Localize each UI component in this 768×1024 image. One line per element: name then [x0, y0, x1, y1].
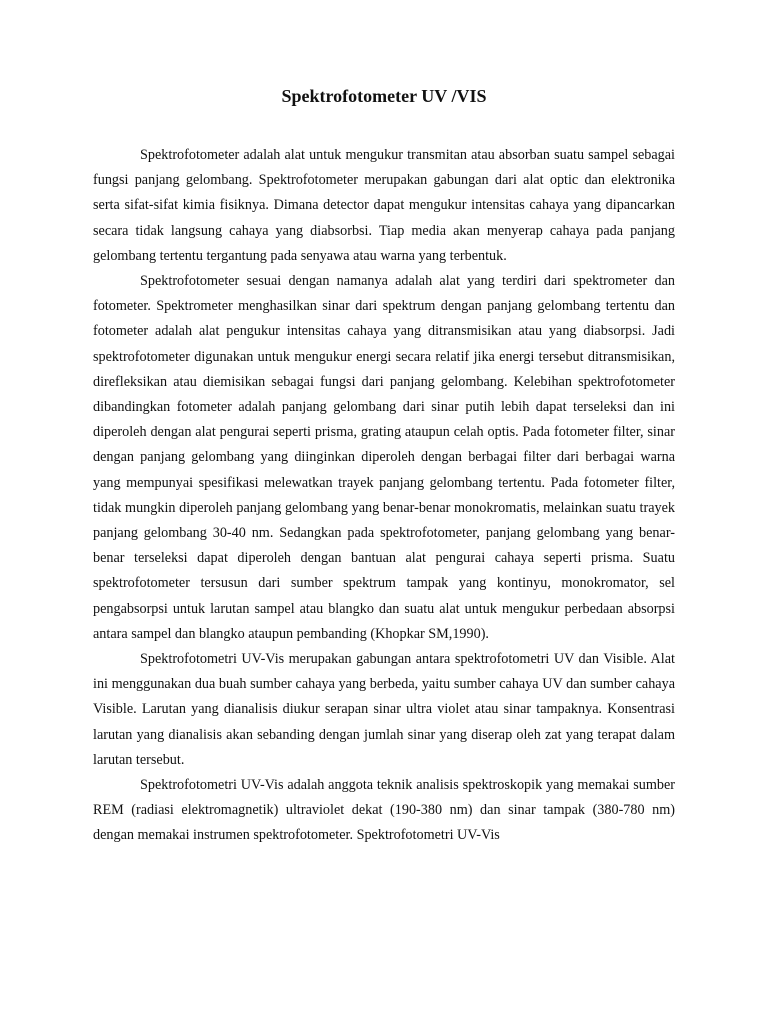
document-title: Spektrofotometer UV /VIS: [281, 86, 487, 106]
paragraph-3: Spektrofotometri UV-Vis merupakan gabungan antara spektrofotometri UV dan Visible. Alat ini menggunakan dua buah sumber cahaya yang berbeda, yaitu sumber cahaya UV dan sumber cahaya Visible. Larutan yang dianalisis diukur serapan sinar ultra violet atau sinar tampaknya. Konsentrasi larutan yang dianalisis akan sebanding dengan jumlah sinar yang diserap oleh zat yang terapat dalam larutan tersebut.: [93, 651, 675, 768]
paragraph-4: Spektrofotometri UV-Vis adalah anggota teknik analisis spektroskopik yang memakai sumber REM (radiasi elektromagnetik) ultraviolet dekat (190-380 nm) dan sinar tampak (380-780 nm) dengan memakai instrumen spektrofotometer. Spektrofotometri UV-Vis: [93, 777, 675, 844]
paragraph-2: Spektrofotometer sesuai dengan namanya adalah alat yang terdiri dari spektrometer dan fotometer. Spektrometer menghasilkan sinar dari spektrum dengan panjang gelombang tertentu dan fotometer adalah alat pengukur intensitas cahaya yang ditransmisikan atau yang diabsorpsi. Jadi spektrofotometer digunakan untuk mengukur energi secara relatif jika energi tersebut ditransmisikan, direfleksikan atau diemisikan sebagai fungsi dari panjang gelombang. Kelebihan spektrofotometer dibandingkan fotometer adalah panjang gelombang dari sinar putih lebih dapat terseleksi dan ini diperoleh dengan alat pengurai seperti prisma, grating ataupun celah optis. Pada fotometer filter, sinar dengan panjang gelombang yang diinginkan diperoleh dengan berbagai filter dari berbagai warna yang mempunyai spesifikasi melewatkan trayek panjang gelombang tertentu. Pada fotometer filter, tidak mungkin diperoleh panjang gelombang yang benar-benar monokromatis, melainkan suatu trayek panjang gelombang 30-40 nm. Sedangkan pada spektrofotometer, panjang gelombang yang benar-benar terseleksi dapat diperoleh dengan bantuan alat pengurai cahaya seperti prisma. Suatu spektrofotometer tersusun dari sumber spektrum tampak yang kontinyu, monokromator, sel pengabsorpsi untuk larutan sampel atau blangko dan suatu alat untuk mengukur perbedaan absorpsi antara sampel dan blangko ataupun pembanding (Khopkar SM,1990).: [93, 273, 675, 642]
document-body: [93, 143, 675, 849]
paragraph-1: Spektrofotometer adalah alat untuk mengukur transmitan atau absorban suatu sampel sebagai fungsi panjang gelombang. Spektrofotometer merupakan gabungan dari alat optic dan elektronika serta sifat-sifat kimia fisiknya. Dimana detector dapat mengukur intensitas cahaya yang dipancarkan secara tidak langsung cahaya yang diabsorbsi. Tiap media akan menyerap cahaya pada panjang gelombang tertentu tergantung pada senyawa atau warna yang terbentuk.: [93, 147, 675, 264]
